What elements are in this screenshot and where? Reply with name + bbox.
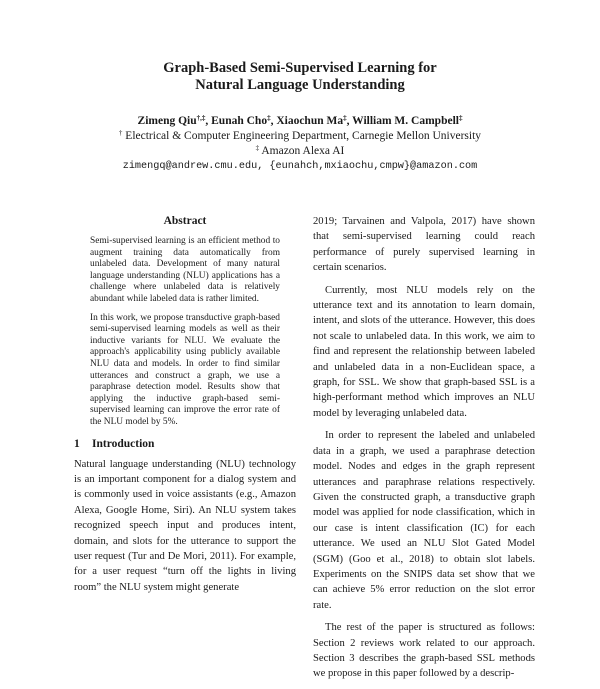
affiliation-text: Electrical & Computer Engineering Department, Carnegie Mellon University: [125, 130, 482, 142]
body-paragraph: In order to represent the labeled and unlabeled data in a graph, we used a paraphrase detection model. Nodes and edges in the graph represent utterances and paraphrase relations respectively. Given the constructed graph, a transductive graph model was applied for node classification, which in our case is intent classification (IC) for each utterance. We used an NLU Slot Gated Model (SGM) (Goo et al., 2018) to obtain slot labels. Experiments on the SNIPS data set show that we can achieve 5% error reduction on the slot error rate.: [313, 430, 535, 611]
author-name: William M. Campbell: [352, 115, 459, 127]
affiliation-text: Amazon Alexa AI: [261, 145, 345, 157]
affiliation-mark: †: [118, 129, 123, 137]
body-paragraph: The rest of the paper is structured as follows: Section 2 reviews work related to our approach. Section 3 describes the graph-based SSL methods we propose in this paper followed by a descrip-: [313, 622, 535, 680]
paper-title: [0, 60, 600, 94]
right-column: [313, 214, 535, 689]
abstract-paragraph: In this work, we propose transductive graph-based semi-supervised learning models as well as their inductive variants for NLU. We evaluate the approach's applicability using publicly available NLU data and models. In order to find similar utterances and construct a graph, we use a paraphrase detection model. Results show that applying the inductive graph-based semi-supervised learning can improve the error rate of the NLU model by 5%.: [90, 312, 280, 427]
body-paragraph: 2019; Tarvainen and Valpola, 2017) have shown that semi-supervised learning could reach performance of purely supervised learning in certain scenarios.: [313, 216, 535, 274]
title-line-1: Graph-Based Semi-Supervised Learning for: [163, 60, 437, 76]
section-title: Introduction: [92, 437, 155, 450]
body-paragraph: Natural language understanding (NLU) technology is an important component for a dialog system and is commonly used in voice assistants (e.g., Amazon Alexa, Google Home, Siri). An NLU system takes recognized speech input and produces intent, domain, and slots for the utterance to support the user request (Tur and De Mori, 2011). For example, for a user request “turn off the lights in living room” the NLU system might generate: [74, 458, 296, 593]
left-column: [74, 214, 296, 602]
author-name: Zimeng Qiu: [137, 115, 197, 127]
author-list: Zimeng Qiu†,‡, Eunah Cho‡, Xiaochun Ma‡, William M. Campbell‡: [137, 114, 463, 127]
abstract-heading: Abstract: [163, 215, 207, 227]
author-name: Eunah Cho: [211, 115, 268, 127]
author-name: Xiaochun Ma: [276, 115, 344, 127]
introduction-body: [74, 457, 296, 596]
affiliation-cmu: [0, 129, 600, 143]
affiliation-mark: ‡: [255, 144, 260, 152]
right-column-body: [313, 214, 535, 682]
abstract-paragraph: Semi-supervised learning is an efficient method to augment training data automatically from unlabeled data. Development of many natural language understanding (NLU) applications has a challenge where unlabeled data is relatively abundant while labeled data is rather limited.: [90, 236, 280, 304]
author-mark: ‡: [267, 114, 271, 122]
abstract-body: [74, 236, 296, 429]
title-line-2: Natural Language Understanding: [195, 77, 405, 93]
author-emails: zimengq@andrew.cmu.edu, {eunahch,mxiaochu,cmpw}@amazon.com: [122, 161, 478, 172]
author-mark: †,‡: [196, 114, 206, 122]
author-mark: ‡: [458, 114, 463, 122]
affiliation-amazon: [0, 144, 600, 158]
author-mark: ‡: [343, 114, 347, 122]
section-heading-introduction: [74, 437, 296, 451]
section-number: 1: [74, 437, 80, 450]
body-paragraph: Currently, most NLU models rely on the utterance text and its annotation to learn domain, intent, and slots of the utterance. However, this does not scale to unlabeled data. In this work, we aim to find and represent the relationship between labeled and unlabeled data in a non-Euclidean space, a graph, for SSL. We show that graph-based SSL is a high-performant method which improves an NLU model by leveraging unlabeled data.: [313, 284, 535, 419]
